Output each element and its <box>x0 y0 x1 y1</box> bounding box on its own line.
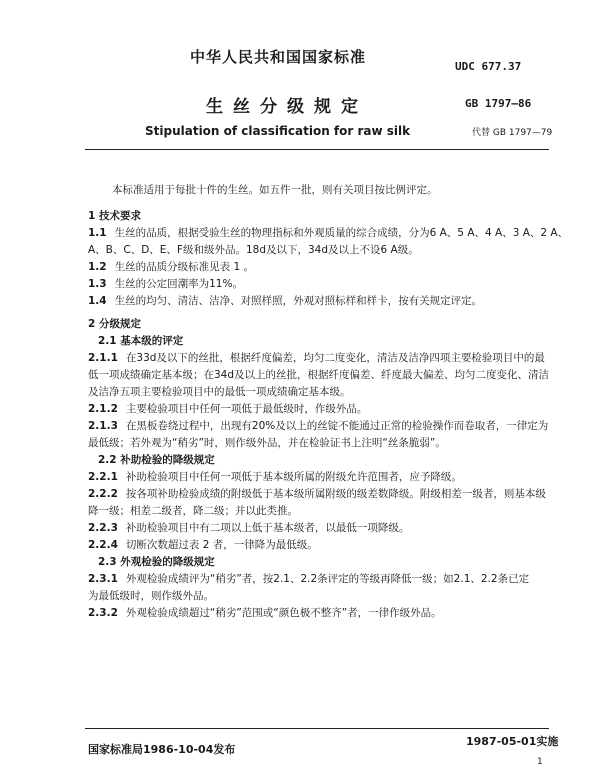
clause-2-1-1 <box>88 350 545 365</box>
page-number: 1 <box>537 757 543 767</box>
intro-paragraph: 本标准适用于每批十件的生丝。如五件一批，则有关项目按比例评定。 <box>112 184 438 196</box>
clause-text-line: 降一级；相差二级者，降二级；并以此类推。 <box>88 505 298 517</box>
clause-2-2-4 <box>88 537 318 552</box>
header-rule <box>85 149 549 150</box>
footer-rule <box>85 728 549 729</box>
clause-number: 2.3.1 <box>88 573 118 585</box>
clause-number: 1.4 <box>88 295 107 307</box>
clause-text-line: 生丝的公定回潮率为11%。 <box>114 278 243 290</box>
clause-2-1-3 <box>88 418 548 433</box>
clause-text-line: 生丝的品质，根据受验生丝的物理指标和外观质量的综合成绩，分为6 A、5 A、4 A、3 A、2 A、 <box>114 227 569 239</box>
clause-2-2-3 <box>88 520 409 535</box>
clause-text-line: 最低级；若外观为“稍劣”时，则作级外品，并在检验证书上注明“丝条脆弱”。 <box>88 437 446 449</box>
clause-text-line: 在黑板卷绕过程中，出现有20%及以上的丝锭不能通过正常的检验操作而卷取者，一律定为 <box>125 420 549 432</box>
clause-number: 2.2.4 <box>88 539 118 551</box>
clause-1-3 <box>88 276 243 291</box>
section-2-heading: 2 分级规定 <box>88 318 141 330</box>
clause-text-line: A、B、C、D、E、F级和级外品。18d及以下，34d及以上不设6 A级。 <box>88 244 419 256</box>
clause-text-line: 切断次数超过表 2 者，一律降为最低级。 <box>125 539 318 551</box>
clause-2-3-1 <box>88 571 529 586</box>
clause-1-1 <box>88 225 568 240</box>
clause-number: 2.2.2 <box>88 488 118 500</box>
clause-number: 2.2.1 <box>88 471 118 483</box>
clause-1-2 <box>88 259 254 274</box>
standard-organization: 中华人民共和国国家标准 <box>190 48 367 66</box>
clause-number: 2.2.3 <box>88 522 118 534</box>
subsection-2-1-heading: 2.1 基本级的评定 <box>98 335 184 347</box>
subsection-2-3-heading: 2.3 外观检验的降级规定 <box>98 556 215 568</box>
clause-2-3-2 <box>88 605 442 620</box>
document-title-english: Stipulation of classification for raw silk <box>145 124 411 138</box>
issue-date: 国家标准局1986-10-04发布 <box>88 743 236 756</box>
clause-text-line: 补助检验项目中有二项以上低于基本级者，以最低一项降级。 <box>125 522 410 534</box>
clause-text-line: 主要检验项目中任何一项低于最低级时，作级外品。 <box>125 403 368 415</box>
gb-standard-number: GB 1797—86 <box>465 97 532 110</box>
clause-2-2-1 <box>88 469 462 484</box>
clause-number: 1.3 <box>88 278 107 290</box>
clause-number: 2.3.2 <box>88 607 118 619</box>
clause-text-line: 生丝的均匀、清洁、洁净、对照样照，外观对照标样和样卡，按有关规定评定。 <box>114 295 483 307</box>
clause-2-2-2 <box>88 486 546 501</box>
clause-number: 2.1.2 <box>88 403 118 415</box>
clause-text-line: 及洁净五项主要检验项目中的最低一项成绩确定基本级。 <box>88 386 351 398</box>
udc-number: UDC 677.37 <box>455 60 522 73</box>
clause-2-1-2 <box>88 401 367 416</box>
document-title-chinese: 生丝分级规定 <box>206 97 368 117</box>
clause-text-line: 补助检验项目中任何一项低于基本级所属的附级允许范围者，应予降级。 <box>125 471 462 483</box>
subsection-2-2-heading: 2.2 补助检验的降级规定 <box>98 454 215 466</box>
clause-number: 1.2 <box>88 261 107 273</box>
clause-number: 2.1.1 <box>88 352 118 364</box>
effective-date: 1987-05-01实施 <box>466 735 559 748</box>
clause-text-line: 外观检验成绩评为“稍劣”者，按2.1、2.2条评定的等级再降低一级；如2.1、2.2条已定 <box>125 573 530 585</box>
clause-text-line: 在33d及以下的丝批，根据纤度偏差，均匀二度变化，清洁及洁净四项主要检验项目中的最 <box>125 352 545 364</box>
clause-number: 1.1 <box>88 227 107 239</box>
clause-text-line: 低一项成绩确定基本级；在34d及以上的丝批，根据纤度偏差、纤度最大偏差、均匀二度变化、清洁 <box>88 369 550 381</box>
clause-text-line: 按各项补助检验成绩的附级低于基本级所属附级的级差数降级。附级相差一级者，则基本级 <box>125 488 546 500</box>
clause-text-line: 生丝的品质分级标准见表 1 。 <box>114 261 254 273</box>
clause-text-line: 为最低级时，则作级外品。 <box>88 590 214 602</box>
clause-1-4 <box>88 293 482 308</box>
clause-number: 2.1.3 <box>88 420 118 432</box>
replaces-standard: 代替 GB 1797—79 <box>472 128 553 138</box>
section-1-heading: 1 技术要求 <box>88 210 141 222</box>
clause-text-line: 外观检验成绩超过“稍劣”范围或“颜色极不整齐”者，一律作级外品。 <box>125 607 442 619</box>
